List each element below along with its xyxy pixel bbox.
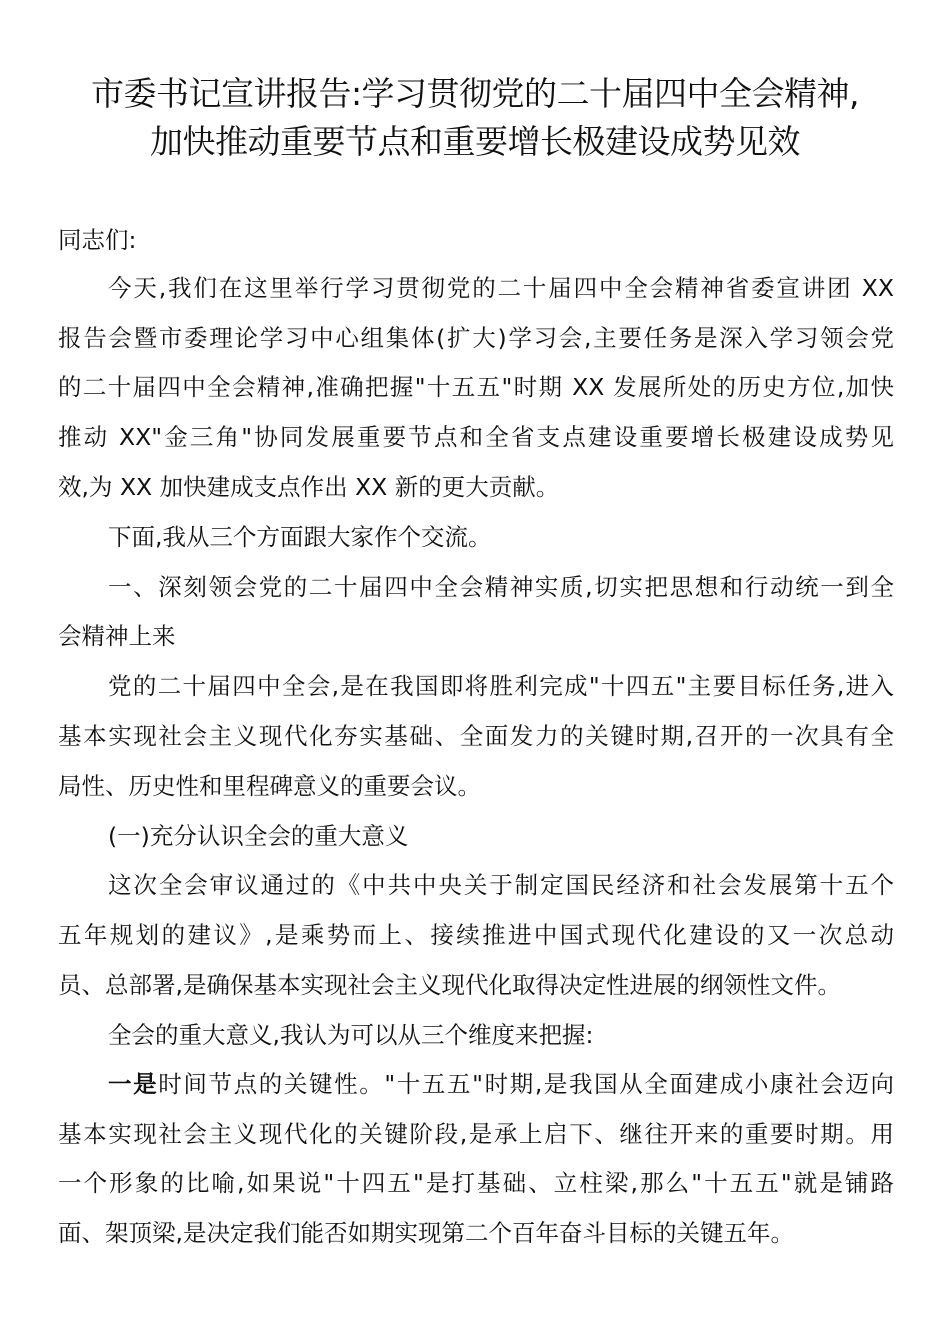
document-title xyxy=(40,70,910,166)
paragraph-line: 员、总部署,是确保基本实现社会主义现代化取得决定性进展的纲领性文件。 xyxy=(58,971,841,999)
paragraph-line xyxy=(108,1069,894,1099)
paragraph-line: 党的二十届四中全会,是在我国即将胜利完成"十四五"主要目标任务,进入 xyxy=(108,672,894,700)
paragraph-line: 推动 XX"金三角"协同发展重要节点和全省支点建设重要增长极建设成势见 xyxy=(58,423,894,451)
section-heading-line: 一、深刻领会党的二十届四中全会精神实质,切实把思想和行动统一到全 xyxy=(108,573,894,601)
title-line-2: 加快推动重要节点和重要增长极建设成势见效 xyxy=(150,122,800,161)
paragraph-line: 五年规划的建议》,是乘势而上、接续推进中国式现代化建设的又一次总动 xyxy=(58,921,894,949)
paragraph-line: 局性、历史性和里程碑意义的重要会议。 xyxy=(58,772,481,800)
paragraph-line: 基本实现社会主义现代化的关键阶段,是承上启下、继往开来的重要时期。用 xyxy=(58,1120,894,1148)
paragraph-line: 的二十届四中全会精神,准确把握"十五五"时期 XX 发展所处的历史方位,加快 xyxy=(58,373,894,401)
paragraph-line-text: 时间节点的关键性。"十五五"时期,是我国从全面建成小康社会迈向 xyxy=(158,1070,894,1098)
section-heading-line: 会精神上来 xyxy=(58,622,176,650)
paragraph-line: 效,为 XX 加快建成支点作出 XX 新的更大贡献。 xyxy=(58,473,560,501)
title-line-1: 市委书记宣讲报告:学习贯彻党的二十届四中全会精神, xyxy=(90,74,860,113)
bold-lead-text: 一是 xyxy=(108,1070,159,1098)
paragraph-line: 这次全会审议通过的《中共中央关于制定国民经济和社会发展第十五个 xyxy=(108,871,894,899)
paragraph-line: 全会的重大意义,我认为可以从三个维度来把握: xyxy=(108,1021,594,1049)
subsection-heading: (一)充分认识全会的重大意义 xyxy=(108,822,409,850)
paragraph-line: 面、架顶梁,是决定我们能否如期实现第二个百年奋斗目标的关键五年。 xyxy=(58,1219,794,1247)
paragraph-line: 今天,我们在这里举行学习贯彻党的二十届四中全会精神省委宣讲团 XX xyxy=(108,274,894,302)
paragraph-line: 基本实现社会主义现代化夯实基础、全面发力的关键时期,召开的一次具有全 xyxy=(58,722,894,750)
paragraph-line: 一个形象的比喻,如果说"十四五"是打基础、立柱梁,那么"十五五"就是铺路 xyxy=(58,1169,894,1197)
paragraph-line: 报告会暨市委理论学习中心组集体(扩大)学习会,主要任务是深入学习领会党 xyxy=(58,324,894,352)
salutation: 同志们: xyxy=(58,226,137,254)
paragraph-line: 下面,我从三个方面跟大家作个交流。 xyxy=(108,523,492,551)
